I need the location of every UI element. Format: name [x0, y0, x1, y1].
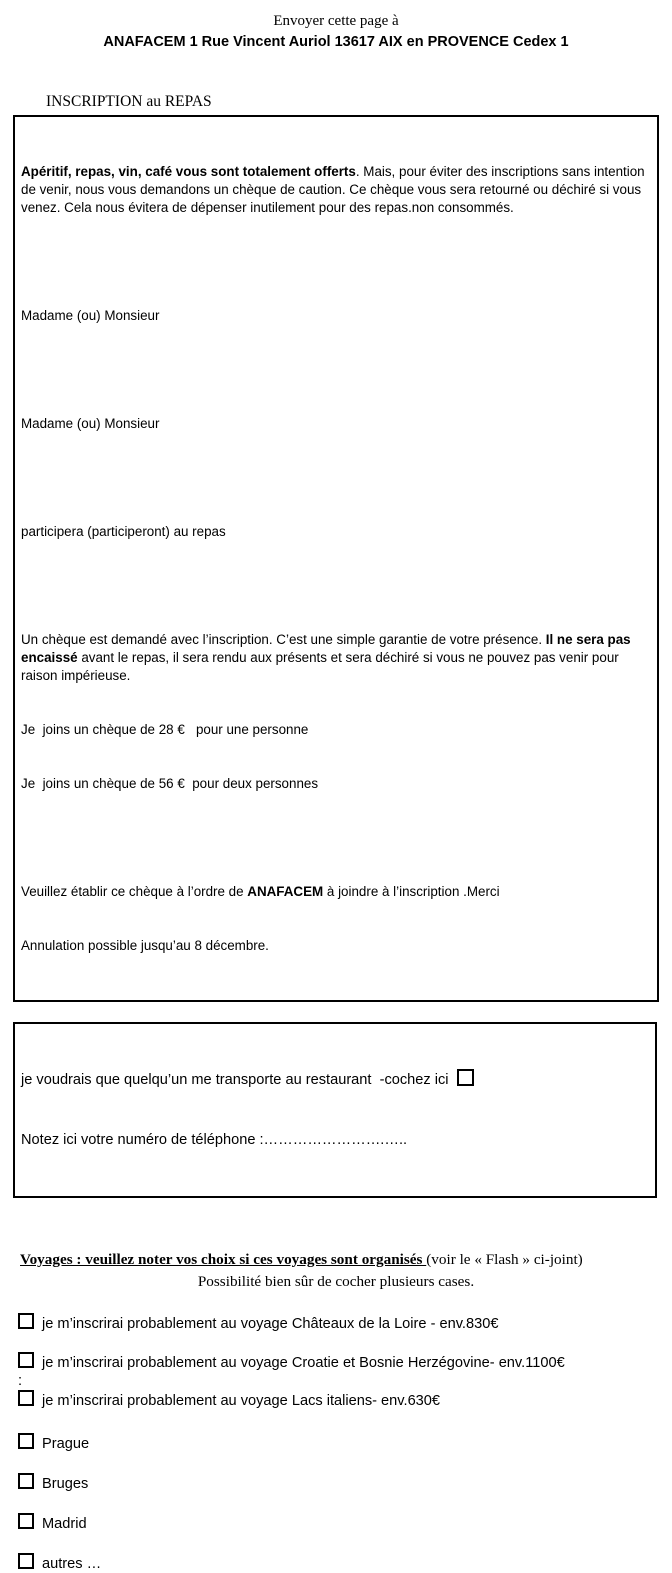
voyage-option-autres: [18, 1553, 672, 1573]
header-send-instruction: Envoyer cette page à: [273, 13, 399, 29]
voyage-option-label: je m’inscrirai probablement au voyage Croatie et Bosnie Herzégovine- env.1100€: [42, 1355, 565, 1371]
ordre-rest: à joindre à l’inscription .Merci: [323, 884, 500, 899]
repas-intro-rest: . Mais, pour éviter des inscriptions sans intention de venir, nous vous demandons un chèque de caution. Ce chèque vous sera retourné ou déchiré si vous venez. Cela nous évitera de dépenser inutilement pour des repas.non consommés.: [21, 164, 649, 215]
voyage-option-lacs: [18, 1390, 672, 1410]
transport-line: [21, 1069, 647, 1090]
voyage-option-bruges: [18, 1473, 672, 1493]
voyages-subheading: Possibilité bien sûr de cocher plusieurs cases.: [197, 1273, 475, 1290]
voyages-heading-bold: Voyages : veuillez noter vos choix si ces voyages sont organisés: [20, 1251, 427, 1268]
checkbox-icon[interactable]: [18, 1553, 34, 1569]
checkbox-icon[interactable]: [18, 1352, 34, 1368]
participera-line: participera (participeront) au repas: [21, 524, 226, 539]
checkbox-icon[interactable]: [18, 1473, 34, 1489]
voyage-options-list: [18, 1313, 672, 1573]
cheque-56-line: Je joins un chèque de 56 € pour deux personnes: [21, 776, 319, 791]
spacer: [21, 577, 649, 595]
cheque-start: Un chèque est demandé avec l’inscription. C’est une simple garantie de votre présence.: [21, 632, 546, 647]
spacer: [21, 253, 649, 271]
voyages-heading-rest: (voir le « Flash » ci-joint): [426, 1251, 583, 1268]
cheque-bold: Il ne sera pas encaissé: [21, 632, 635, 665]
document-page: [0, 12, 672, 1573]
ordre-start: Veuillez établir ce chèque à l’ordre de: [21, 884, 248, 899]
madame-line-1: Madame (ou) Monsieur: [21, 308, 160, 323]
voyage-option-label: Bruges: [42, 1476, 89, 1492]
spacer: [21, 361, 649, 379]
section-title-inscription: INSCRIPTION au REPAS: [46, 93, 212, 110]
phone-line[interactable]: Notez ici votre numéro de téléphone :…………………….…..: [21, 1132, 408, 1148]
voyage-option-madrid: [18, 1513, 672, 1533]
repas-intro-paragraph: [21, 163, 649, 217]
voyage-option-label: Madrid: [42, 1516, 87, 1532]
transport-checkbox-icon[interactable]: [457, 1069, 474, 1086]
voyage-option-croatie-suffix: :: [18, 1373, 23, 1389]
voyages-heading: [20, 1251, 672, 1269]
voyage-option-label: autres …: [42, 1556, 102, 1572]
ordre-bold: ANAFACEM: [247, 884, 324, 899]
annulation-line: Annulation possible jusqu’au 8 décembre.: [21, 938, 269, 953]
spacer: [21, 469, 649, 487]
transport-box: [13, 1022, 657, 1198]
header-address: ANAFACEM 1 Rue Vincent Auriol 13617 AIX en PROVENCE Cedex 1: [103, 34, 569, 50]
cheque-paragraph: [21, 631, 649, 685]
cheque-28-line: Je joins un chèque de 28 € pour une personne: [21, 722, 309, 737]
transport-text: je voudrais que quelqu’un me transporte au restaurant -cochez ici: [21, 1072, 453, 1088]
madame-line-2: Madame (ou) Monsieur: [21, 416, 160, 431]
ordre-line: [21, 883, 649, 901]
checkbox-icon[interactable]: [18, 1513, 34, 1529]
spacer: [21, 829, 649, 847]
voyage-option-label: je m’inscrirai probablement au voyage Lacs italiens- env.630€: [42, 1393, 441, 1409]
voyage-option-label: je m’inscrirai probablement au voyage Châteaux de la Loire - env.830€: [42, 1316, 499, 1332]
voyage-option-loire: [18, 1313, 672, 1333]
voyage-option-label: Prague: [42, 1436, 90, 1452]
checkbox-icon[interactable]: [18, 1313, 34, 1329]
checkbox-icon[interactable]: [18, 1390, 34, 1406]
cheque-rest: avant le repas, il sera rendu aux présents et sera déchiré si vous ne pouvez pas venir pour raison impérieuse.: [21, 650, 623, 683]
checkbox-icon[interactable]: [18, 1433, 34, 1449]
voyage-option-croatie: [18, 1352, 672, 1372]
repas-intro-bold: Apéritif, repas, vin, café vous sont totalement offerts: [21, 164, 356, 179]
repas-box: [13, 115, 659, 1002]
voyage-option-prague: [18, 1433, 672, 1453]
